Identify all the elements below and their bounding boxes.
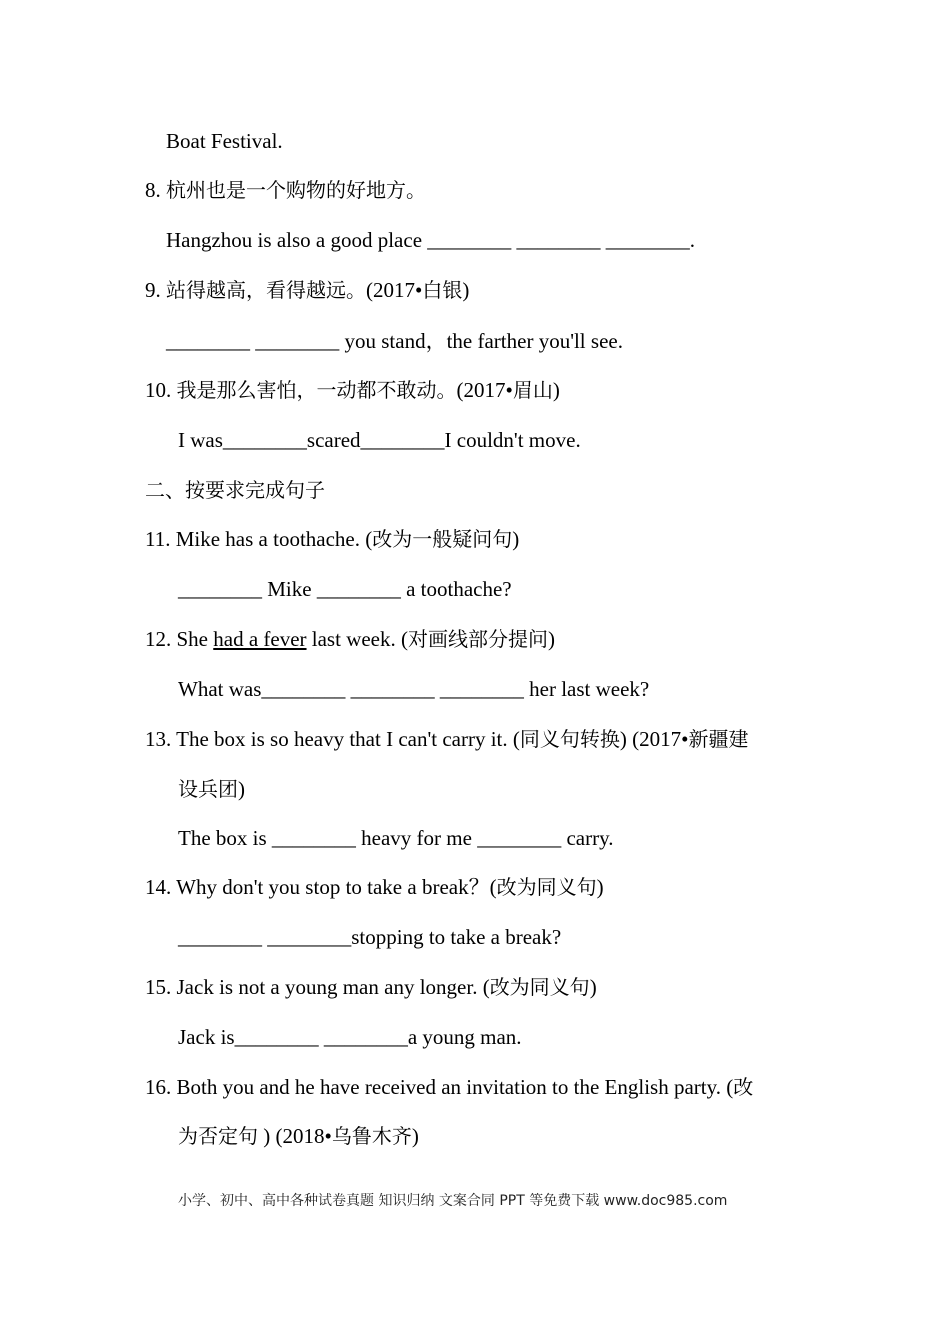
question-8: [145, 176, 426, 204]
q10-source-open: (2017•: [456, 378, 513, 402]
q11-instruction: 改为一般疑问句: [372, 527, 513, 551]
q13-source-part1: 新疆建: [688, 727, 749, 751]
q15-close: ): [589, 975, 597, 999]
q15-english: Jack is________ ________a young man.: [178, 1025, 522, 1049]
question-11: [145, 525, 519, 553]
question-15: [145, 973, 597, 1001]
q10-number: 10.: [145, 378, 177, 402]
q13-source-part2: 设兵团: [178, 777, 238, 801]
question-16: [145, 1073, 753, 1101]
section-2-heading: 二、按要求完成句子: [145, 478, 325, 502]
q8-chinese: 杭州也是一个购物的好地方。: [166, 178, 426, 202]
q9-number: 9.: [145, 278, 166, 302]
q7-continuation: Boat Festival.: [166, 129, 283, 153]
question-14: [145, 873, 604, 901]
q11-close: ): [512, 527, 520, 551]
q16-close: ): [411, 1124, 419, 1148]
q9-english: ________ ________ you stand，the farther you'll see.: [166, 329, 623, 353]
q12-underlined: had a fever: [213, 627, 307, 651]
q12-instruction: 对画线部分提问: [408, 627, 548, 651]
q10-source-close: ): [552, 378, 560, 402]
q15-text: 15. Jack is not a young man any longer. (: [145, 975, 490, 999]
q9-source-open: (2017•: [366, 278, 423, 302]
q9-chinese: 站得越高，看得越远。: [166, 278, 366, 302]
question-13: [145, 725, 748, 753]
q16-mid: ) (2018•: [258, 1124, 332, 1148]
q9-source-close: ): [462, 278, 470, 302]
q12-close: ): [548, 627, 555, 651]
q13-close: ): [238, 777, 245, 801]
q11-english: ________ Mike ________ a toothache?: [178, 577, 512, 601]
page-footer: 小学、初中、高中各种试卷真题 知识归纳 文案合同 PPT 等免费下载 www.doc985.com: [178, 1193, 728, 1209]
q13-instruction: 同义句转换: [519, 727, 620, 751]
q12-post: last week. (: [306, 627, 408, 651]
question-10: [145, 376, 560, 404]
q13-text: 13. The box is so heavy that I can't carry it. (: [145, 727, 520, 751]
q13-english: The box is ________ heavy for me ________ carry.: [178, 826, 614, 850]
q14-close: ): [596, 875, 604, 899]
q9-source: 白银: [422, 278, 463, 302]
q12-pre: 12. She: [145, 627, 214, 651]
q14-english: ________ ________stopping to take a break?: [178, 925, 562, 949]
q13-line2: [178, 775, 245, 803]
q8-number: 8.: [145, 178, 166, 202]
q15-instruction: 改为同义句: [489, 975, 590, 999]
q10-source: 眉山: [512, 378, 553, 402]
q10-english: I was________scared________I couldn't move.: [178, 428, 581, 452]
q12-english: What was________ ________ ________ her last week?: [178, 677, 650, 701]
q16-source: 乌鲁木齐: [331, 1124, 412, 1148]
q10-chinese: 我是那么害怕，一动都不敢动。: [176, 378, 457, 402]
question-9: [145, 276, 469, 304]
q16-line2: [178, 1122, 419, 1150]
q14-text: 14. Why don't you stop to take a break？(: [145, 875, 497, 899]
q16-text: 16. Both you and he have received an invitation to the English party. (: [145, 1075, 734, 1099]
q11-text: 11. Mike has a toothache. (: [145, 527, 373, 551]
q8-english: Hangzhou is also a good place ________ ________ ________.: [166, 228, 696, 252]
q16-instruction-part2: 为否定句: [178, 1124, 258, 1148]
q14-instruction: 改为同义句: [496, 875, 597, 899]
q16-instruction-part1: 改: [733, 1075, 754, 1099]
question-12: [145, 625, 555, 653]
q13-mid: ) (2017•: [619, 727, 689, 751]
